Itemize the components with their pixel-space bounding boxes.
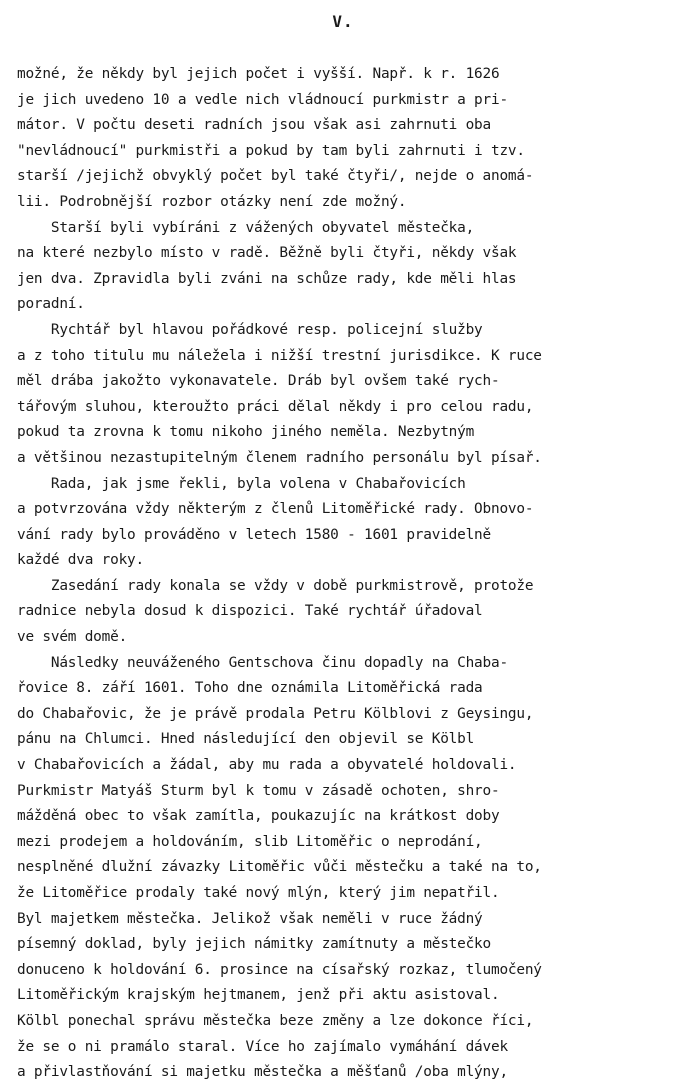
text-line: radnice nebyla dosud k dispozici. Také rychtář úřadoval [17, 603, 483, 620]
text-line: každé dva roky. [17, 552, 144, 569]
text-line: je jich uvedeno 10 a vedle nich vládnoucí purkmistr a pri- [17, 91, 508, 108]
text-line: Rada, jak jsme řekli, byla volena v Chabařovicích [17, 475, 466, 492]
body-text [17, 62, 682, 1086]
text-line: jen dva. Zpravidla byli zváni na schůze rady, kde měli hlas [17, 270, 517, 287]
text-line: Litoměřickým krajským hejtmanem, jenž při aktu asistoval. [17, 987, 500, 1004]
text-line: měl drába jakožto vykonavatele. Dráb byl ovšem také rych- [17, 373, 500, 390]
text-line: mátor. V počtu deseti radních jsou však asi zahrnuti oba [17, 117, 491, 134]
text-line: Kölbl ponechal správu městečka beze změny a lze dokonce říci, [17, 1012, 534, 1029]
text-line: "nevládnoucí" purkmistři a pokud by tam byli zahrnuti i tzv. [17, 142, 525, 159]
text-line: v Chabařovicích a žádal, aby mu rada a obyvatelé holdovali. [17, 757, 517, 774]
text-line: Purkmistr Matyáš Sturm byl k tomu v zásadě ochoten, shro- [17, 782, 500, 799]
text-line: vání rady bylo prováděno v letech 1580 - 1601 pravidelně [17, 526, 491, 543]
text-line: nesplněné dlužní závazky Litoměřic vůči městečku a také na to, [17, 859, 542, 876]
text-line: lii. Podrobnější rozbor otázky není zde možný. [17, 193, 407, 210]
text-line: řovice 8. září 1601. Toho dne oznámila Litoměřická rada [17, 680, 483, 697]
text-line: Starší byli vybíráni z vážených obyvatel městečka, [17, 219, 475, 236]
text-line: že Litoměřice prodaly také nový mlýn, který jim nepatřil. [17, 885, 500, 901]
text-line: poradní. [17, 296, 85, 313]
text-line: donuceno k holdování 6. prosince na císařský rozkaz, tlumočený [17, 961, 542, 978]
text-line: na které nezbylo místo v radě. Běžně byli čtyři, někdy však [17, 245, 517, 262]
text-line: a potvrzována vždy některým z členů Litoměřické rady. Obnovo- [17, 501, 534, 518]
text-line: písemný doklad, byly jejich námitky zamítnuty a městečko [17, 936, 491, 953]
text-line: Následky neuváženého Gentschova činu dopadly na Chaba- [17, 654, 508, 671]
text-line: že se o ni pramálo staral. Více ho zajímalo vymáhání dávek [17, 1038, 508, 1055]
page-number: V. [332, 12, 354, 31]
text-line: tářovým sluhou, kteroužto práci dělal někdy i pro celou radu, [17, 398, 534, 415]
text-line: pokud ta zrovna k tomu nikoho jiného neměla. Nezbytným [17, 424, 475, 441]
text-line: a většinou nezastupitelným členem radního personálu byl písař. [17, 449, 542, 466]
text-line: Byl majetkem městečka. Jelikož však neměli v ruce žádný [17, 910, 483, 927]
text-line: Zasedání rady konala se vždy v době purkmistrově, protože [17, 577, 534, 594]
text-line: a přivlastňování si majetku městečka a měšťanů /oba mlýny, [17, 1064, 508, 1081]
text-line: mezi prodejem a holdováním, slib Litoměřic o neprodání, [17, 833, 483, 850]
text-line: do Chabařovic, že je právě prodala Petru Kölblovi z Geysingu, [17, 705, 534, 722]
text-line: možné, že někdy byl jejich počet i vyšší. Např. k r. 1626 [17, 66, 500, 82]
text-line: starší /jejichž obvyklý počet byl také čtyři/, nejde o anomá- [17, 168, 534, 185]
text-line: pánu na Chlumci. Hned následující den objevil se Kölbl [17, 731, 475, 748]
text-line: a z toho titulu mu náležela i nižší trestní jurisdikce. K ruce [17, 347, 542, 364]
text-line: mážděná obec to však zamítla, poukazujíc na krátkost doby [17, 808, 500, 825]
text-line: ve svém domě. [17, 629, 128, 646]
text-line: Rychtář byl hlavou pořádkové resp. policejní služby [17, 321, 483, 338]
